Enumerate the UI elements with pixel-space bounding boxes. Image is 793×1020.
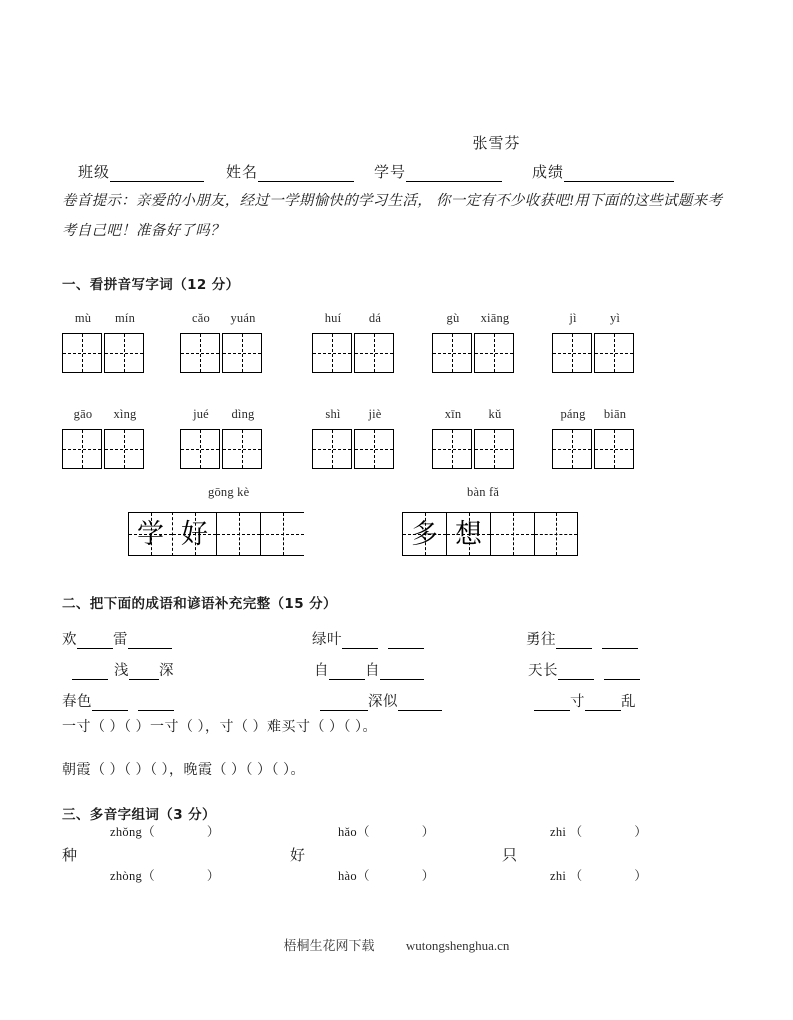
idiom-blank[interactable] — [585, 696, 621, 711]
tianzige-box[interactable] — [222, 333, 262, 373]
pinyin-syllable: xìng — [113, 406, 137, 421]
idiom-blank[interactable] — [128, 634, 172, 649]
paren-close: ） — [421, 869, 435, 883]
idiom-text: 自 — [365, 663, 380, 679]
pinyin-syllable: cǎo — [192, 310, 210, 325]
author-line — [0, 132, 793, 153]
tianzige-box[interactable] — [312, 333, 352, 373]
polyphone-wrap — [62, 822, 752, 888]
footer — [0, 935, 793, 954]
idiom-line — [62, 680, 752, 711]
paren-open: （ — [142, 825, 155, 839]
paren-close: ） — [634, 869, 648, 883]
handwriting-cell[interactable] — [216, 512, 260, 556]
pinyin-syllable: mín — [114, 310, 136, 325]
pinyin-banfa: bàn fǎ — [467, 485, 500, 499]
pinyin-syllable: shì — [325, 406, 341, 421]
idiom-text: 春色 — [62, 694, 92, 710]
score-field — [532, 161, 674, 182]
pinyin-row-1 — [62, 307, 752, 385]
idiom-text: 自 — [314, 663, 329, 679]
tianzige-box[interactable] — [354, 429, 394, 469]
idiom-blank[interactable] — [604, 665, 640, 680]
pinyin-group-jueding — [180, 403, 264, 469]
handwriting-cell[interactable] — [490, 512, 534, 556]
paren-open: （ — [569, 825, 583, 839]
student-info-row — [78, 161, 733, 182]
footer-site: wutongshenghua.cn — [405, 938, 510, 953]
polyphone-character: 好 — [290, 848, 306, 864]
handwriting-cell[interactable] — [446, 512, 490, 556]
pinyin-syllable: huí — [324, 310, 342, 325]
pinyin-syllable: biān — [603, 406, 627, 421]
polyphone-reading-row — [110, 866, 220, 884]
idiom-blank[interactable] — [558, 665, 594, 680]
tianzige-box[interactable] — [552, 333, 592, 373]
handwriting-cell[interactable] — [402, 512, 446, 556]
tianzige-box[interactable] — [180, 429, 220, 469]
intro-text: 卷首提示：亲爱的小朋友，经过一学期愉快的学习生活， 你一定有不少收获吧!用下面的这些试题来考考自己吧！准备好了吗？ — [62, 193, 723, 239]
idiom-blank[interactable] — [72, 665, 108, 680]
pinyin-group-huida — [312, 307, 396, 373]
name-input-blank[interactable] — [258, 166, 354, 182]
idiom-lvye — [286, 631, 492, 649]
idiom-blank[interactable] — [92, 696, 128, 711]
idiom-chunse — [62, 693, 286, 711]
pinyin-syllable: mù — [74, 310, 92, 325]
polyphone-character: 种 — [62, 848, 78, 864]
idiom-text: 欢 — [62, 632, 77, 648]
pinyin-group-shijie — [312, 403, 396, 469]
idiom-ziziy — [296, 662, 494, 680]
tianzige-box[interactable] — [104, 429, 144, 469]
idiom-block — [62, 618, 752, 711]
handwritten-char: 想 — [455, 518, 482, 550]
idiom-shensi — [286, 693, 500, 711]
idiom-text: 浅 — [114, 663, 129, 679]
pinyin-syllable: jiè — [368, 406, 382, 421]
handwriting-grid-right — [402, 512, 578, 556]
section-one-title: 一、看拼音写字词（12 分） — [62, 277, 240, 293]
tianzige-box[interactable] — [594, 333, 634, 373]
idiom-blank[interactable] — [534, 696, 570, 711]
tianzige-box[interactable] — [594, 429, 634, 469]
pinyin-gongke: gōng kè — [208, 485, 250, 499]
handwritten-char: 学 — [137, 518, 164, 550]
idiom-text: 寸 — [570, 694, 585, 710]
idiom-text: 勇往 — [526, 632, 556, 648]
pinyin-syllable: xīn — [444, 406, 462, 421]
student-number-label: 学号 — [374, 165, 407, 181]
name-field — [226, 161, 354, 182]
handwriting-grid-left — [128, 512, 304, 556]
idiom-text: 深似 — [368, 694, 398, 710]
handwritten-char: 多 — [411, 518, 438, 550]
tianzige-box[interactable] — [432, 429, 472, 469]
idiom-blank[interactable] — [129, 665, 159, 680]
handwritten-char: 好 — [181, 518, 208, 550]
student-number-input-blank[interactable] — [406, 166, 502, 182]
polyphone-reading: zhǒng — [110, 825, 143, 839]
polyphone-reading: hǎo — [338, 825, 357, 839]
name-label: 姓名 — [226, 165, 259, 181]
handwriting-label-row — [62, 485, 752, 505]
student-number-field — [374, 161, 502, 182]
idiom-text: 绿叶 — [312, 632, 342, 648]
pinyin-syllable: yuán — [230, 310, 256, 325]
pinyin-group-xinku — [432, 403, 516, 469]
idiom-cunluan — [500, 693, 734, 711]
polyphone-reading: hào — [338, 869, 357, 883]
idiom-blank[interactable] — [342, 634, 378, 649]
paren-close: ） — [634, 825, 648, 839]
tianzige-box[interactable] — [180, 333, 220, 373]
score-label: 成绩 — [532, 165, 565, 181]
idiom-yongwang — [492, 631, 726, 649]
class-field — [78, 161, 204, 182]
pinyin-syllable: jì — [569, 310, 577, 325]
pinyin-group-caoyuan — [180, 307, 264, 373]
polyphone-reading: zhi — [550, 825, 567, 839]
author-name: 张雪芬 — [472, 136, 521, 152]
footer-label: 梧桐生花网下载 — [283, 938, 375, 953]
idiom-text: 深 — [159, 663, 174, 679]
section-three-title: 三、多音字组词（3 分） — [62, 807, 216, 823]
pinyin-syllable: gāo — [73, 406, 93, 421]
pinyin-syllable: xiāng — [480, 310, 510, 325]
paren-open: （ — [569, 869, 583, 883]
tianzige-box[interactable] — [222, 429, 262, 469]
tianzige-box[interactable] — [62, 333, 102, 373]
handwriting-cell[interactable] — [534, 512, 578, 556]
idiom-qianshen — [62, 662, 296, 680]
pinyin-row-2 — [62, 403, 752, 481]
idiom-line — [62, 649, 752, 680]
idiom-tianchang — [494, 662, 728, 680]
pinyin-syllable: gù — [446, 310, 460, 325]
tianzige-box[interactable] — [432, 333, 472, 373]
polyphone-reading: zhi — [550, 869, 567, 883]
idiom-text: 乱 — [621, 694, 636, 710]
idiom-blank[interactable] — [77, 634, 113, 649]
polyphone-reading: zhòng — [110, 869, 143, 883]
handwriting-row — [62, 512, 752, 560]
polyphone-character: 只 — [502, 848, 518, 864]
pinyin-syllable: páng — [560, 406, 586, 421]
tianzige-box[interactable] — [552, 429, 592, 469]
pinyin-syllable: kǔ — [488, 406, 502, 421]
idiom-blank[interactable] — [388, 634, 424, 649]
pinyin-group-guxiang — [432, 307, 516, 373]
polyphone-reading-row — [338, 866, 435, 884]
handwriting-cell[interactable] — [172, 512, 216, 556]
idiom-huanleng — [62, 631, 286, 649]
tianzige-box[interactable] — [312, 429, 352, 469]
paren-open: （ — [356, 825, 370, 839]
paren-open: （ — [356, 869, 370, 883]
idiom-blank[interactable] — [556, 634, 592, 649]
class-input-blank[interactable] — [110, 166, 204, 182]
idiom-blank[interactable] — [320, 696, 368, 711]
tianzige-box[interactable] — [104, 333, 144, 373]
polyphone-reading-row — [550, 822, 647, 840]
polyphone-reading-row — [338, 822, 435, 840]
paren-close: ） — [206, 869, 220, 883]
idiom-blank[interactable] — [380, 665, 424, 680]
score-input-blank[interactable] — [564, 166, 674, 182]
paren-open: （ — [142, 869, 155, 883]
idiom-text: 天长 — [528, 663, 558, 679]
idiom-blank[interactable] — [398, 696, 442, 711]
tianzige-box[interactable] — [474, 333, 514, 373]
idiom-line — [62, 618, 752, 649]
paren-close: ） — [421, 825, 435, 839]
class-label: 班级 — [78, 165, 111, 181]
pinyin-syllable: jué — [193, 406, 209, 421]
handwriting-cell[interactable] — [260, 512, 304, 556]
pinyin-group-mumin — [62, 307, 146, 373]
proverb-line-2: 朝霞（ ）（ ）（ ），晚霞（ ）（ ）（ ）。 — [62, 763, 305, 778]
pinyin-group-jiyi — [552, 307, 636, 373]
idiom-text: 雷 — [113, 632, 128, 648]
section-two-title: 二、把下面的成语和谚语补充完整（15 分） — [62, 596, 337, 612]
handwriting-cell[interactable] — [128, 512, 172, 556]
polyphone-reading-row — [110, 822, 220, 840]
proverb-line-1: 一寸（ ）（ ）一寸（ ），寸（ ）难买寸（ ）（ ）。 — [62, 720, 377, 735]
idiom-blank[interactable] — [138, 696, 174, 711]
pinyin-syllable: dìng — [231, 406, 255, 421]
pinyin-syllable: dá — [368, 310, 382, 325]
tianzige-box[interactable] — [354, 333, 394, 373]
tianzige-box[interactable] — [474, 429, 514, 469]
pinyin-syllable: yì — [609, 310, 621, 325]
idiom-blank[interactable] — [329, 665, 365, 680]
paren-close: ） — [206, 825, 220, 839]
pinyin-group-gaoxing — [62, 403, 146, 469]
idiom-blank[interactable] — [602, 634, 638, 649]
polyphone-reading-row — [550, 866, 647, 884]
pinyin-group-pangbian — [552, 403, 636, 469]
tianzige-box[interactable] — [62, 429, 102, 469]
